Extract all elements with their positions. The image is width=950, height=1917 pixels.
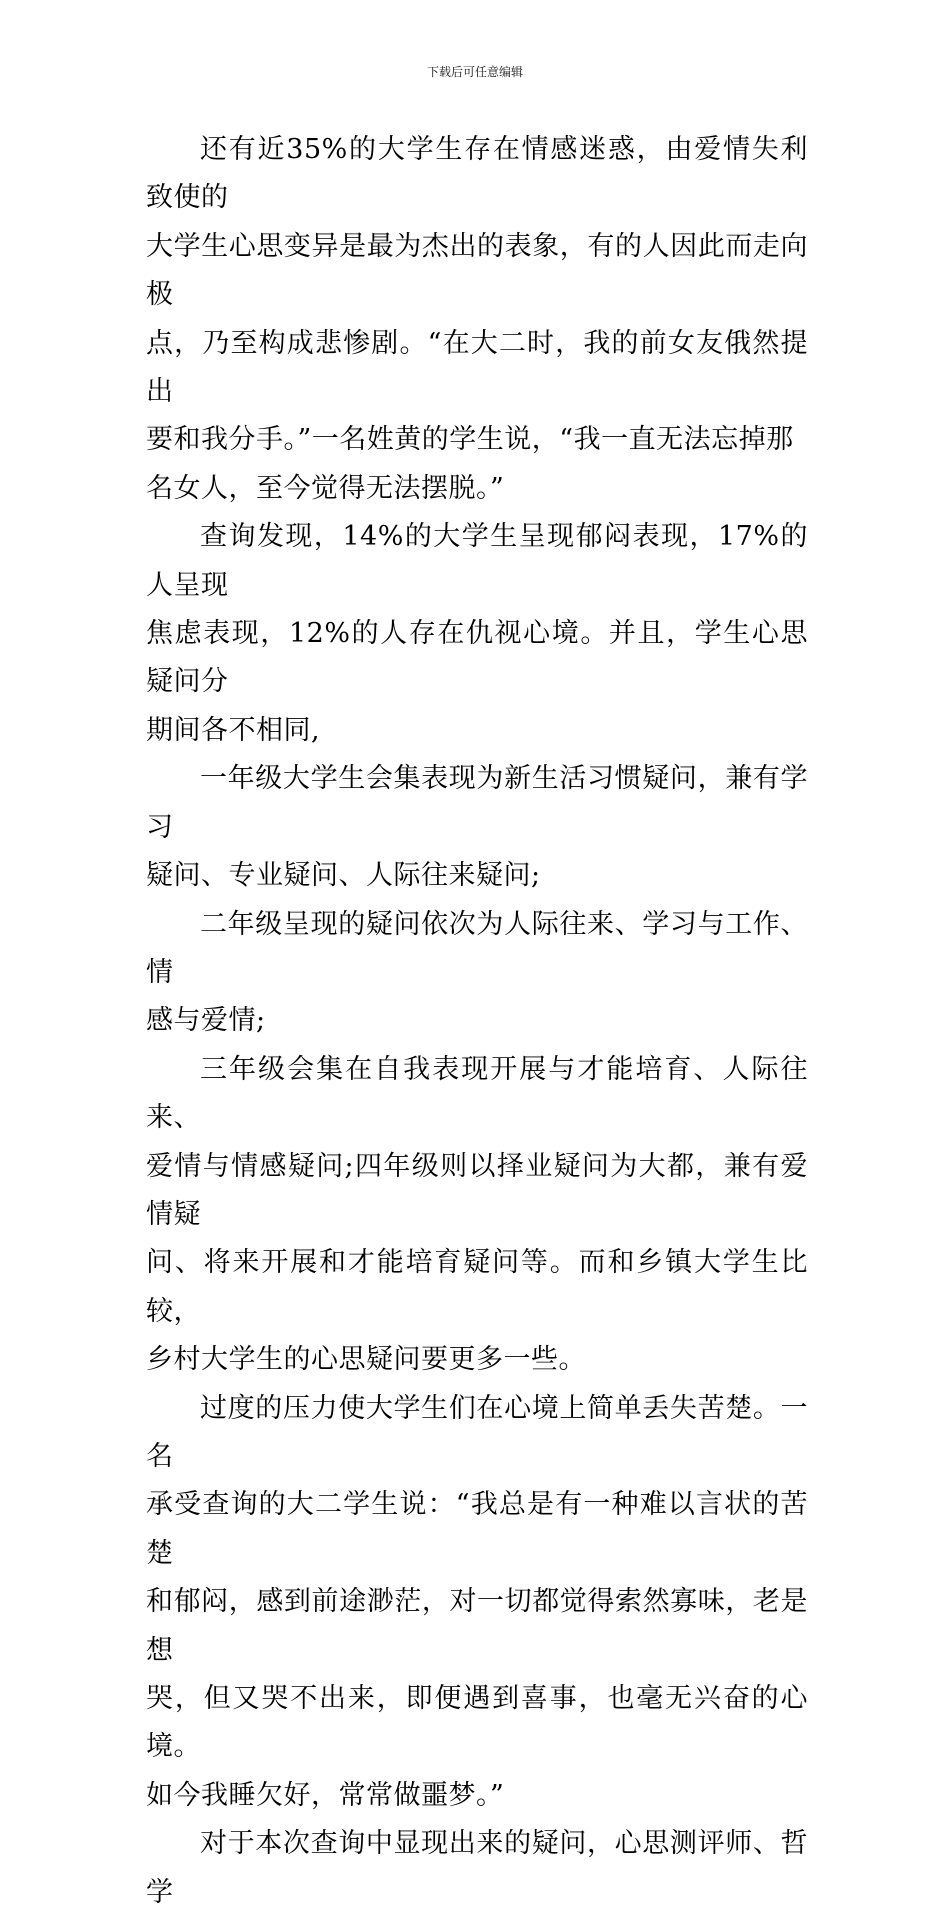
page-header: 下载后可任意编辑	[426, 65, 523, 79]
paragraph-4: 二年级呈现的疑问依次为人际往来、学习与工作、情 感与爱情;	[146, 908, 808, 1037]
paragraph-2: 查询发现，14%的大学生呈现郁闷表现，17%的人呈现 焦虑表现，12%的人存在仇视心境。并且，学生心思疑问分 期间各不相同,	[146, 521, 808, 746]
paragraph-5: 三年级会集在自我表现开展与才能培育、人际往来、 爱情与情感疑问;四年级则以择业疑问为大都，兼有爱情疑 问、将来开展和才能培育疑问等。而和乡镇大学生比较， 乡村大学生的心思疑问要更多一些。	[146, 1053, 808, 1376]
document-body	[146, 126, 808, 1917]
paragraph-3: 一年级大学生会集表现为新生活习惯疑问，兼有学习 疑问、专业疑问、人际往来疑问;	[146, 763, 808, 892]
paragraph-7: 对于本次查询中显现出来的疑问，心思测评师、哲学	[146, 1828, 808, 1908]
paragraph-1: 还有近35%的大学生存在情感迷惑，由爱情失利致使的 大学生心思变异是最为杰出的表象，有的人因此而走向极 点，乃至构成悲惨剧。“在大二时，我的前女友俄然提出 要和我分手。”一名姓黄的学生说，“我一直无法忘掉那 名女人，至今觉得无法摆脱。”	[146, 134, 808, 504]
paragraph-6: 过度的压力使大学生们在心境上简单丢失苦楚。一名 承受查询的大二学生说：“我总是有一种难以言状的苦楚 和郁闷，感到前途渺茫，对一切都觉得索然寡味，老是想 哭，但又哭不出来，即便遇到喜事，也毫无兴奋的心境。 如今我睡欠好，常常做噩梦。”	[146, 1392, 808, 1811]
